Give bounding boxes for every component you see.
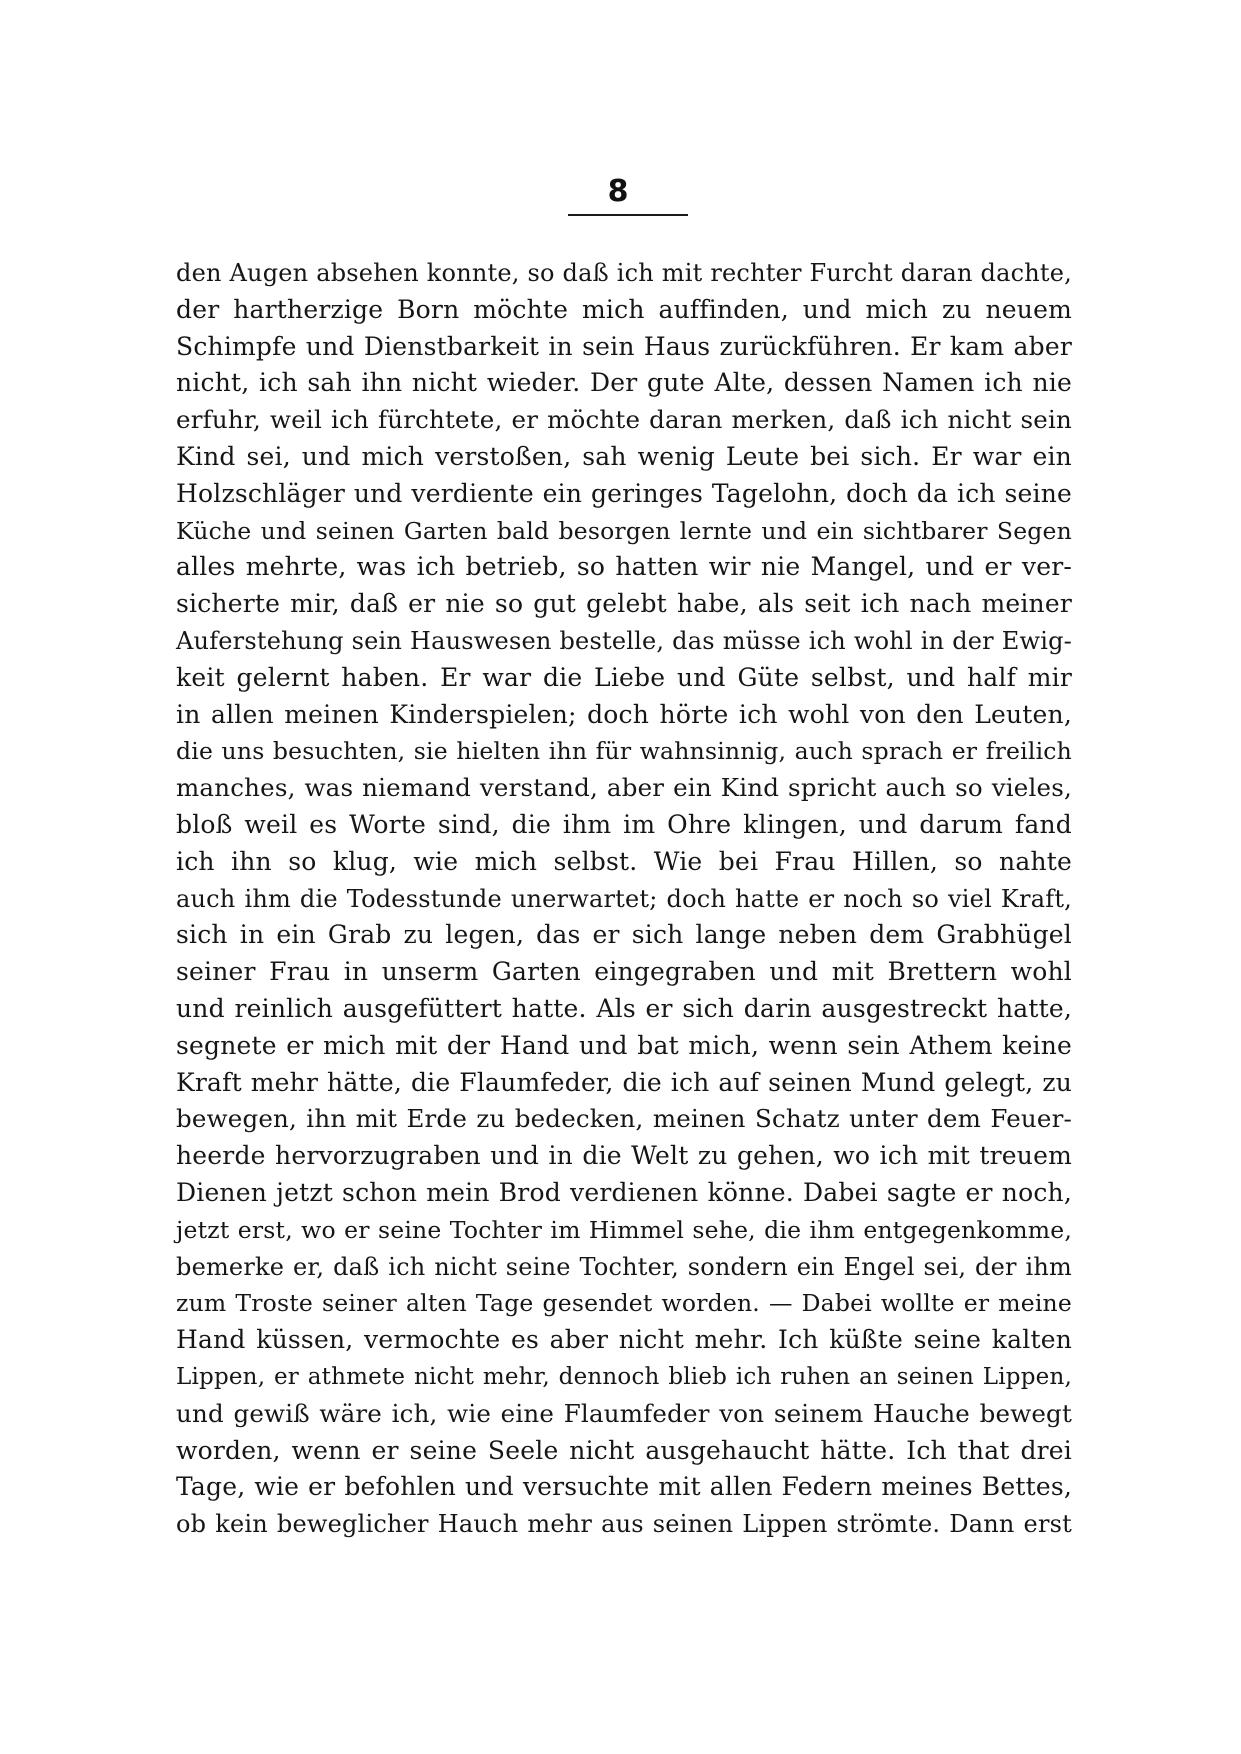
text-line: Kraft mehr hätte, die Flaumfeder, die ich auf seinen Mund gelegt, zu xyxy=(176,1067,1072,1097)
text-line: keit gelernt haben. Er war die Liebe und Güte selbst, und half mir xyxy=(176,662,1072,692)
text-line: segnete er mich mit der Hand und bat mich, wenn sein Athem keine xyxy=(176,1030,1072,1060)
text-line: Lippen, er athmete nicht mehr, dennoch blieb ich ruhen an seinen Lippen, xyxy=(176,1363,1072,1390)
text-line: auch ihm die Todesstunde unerwartet; doch hatte er noch so viel Kraft, xyxy=(176,884,1072,913)
text-line: alles mehrte, was ich betrieb, so hatten wir nie Mangel, und er ver- xyxy=(176,552,1072,582)
text-line: bloß weil es Worte sind, die ihm im Ohre klingen, und darum fand xyxy=(176,809,1072,839)
text-line: erfuhr, weil ich fürchtete, er möchte daran merken, daß ich nicht sein xyxy=(176,405,1072,435)
text-line: und reinlich ausgefüttert hatte. Als er sich darin ausgestreckt hatte, xyxy=(176,993,1072,1023)
text-line: Küche und seinen Garten bald besorgen lernte und ein sichtbarer Segen xyxy=(176,516,1072,545)
text-line: seiner Frau in unserm Garten eingegraben und mit Brettern wohl xyxy=(176,957,1072,987)
text-line: jetzt erst, wo er seine Tochter im Himmel sehe, die ihm entgegenkomme, xyxy=(176,1215,1072,1244)
body-text xyxy=(176,255,1072,1543)
text-line: Tage, wie er befohlen und versuchte mit allen Federn meines Bettes, xyxy=(176,1472,1072,1502)
text-line: bemerke er, daß ich nicht seine Tochter, sondern ein Engel sei, der ihm xyxy=(176,1252,1072,1281)
text-line: manches, was niemand verstand, aber ein Kind spricht auch so vieles, xyxy=(176,773,1072,803)
page-number: 8 xyxy=(607,174,629,209)
text-line: sich in ein Grab zu legen, das er sich lange neben dem Grabhügel xyxy=(176,920,1072,950)
text-line: die uns besuchten, sie hielten ihn für wahnsinnig, auch sprach er freilich xyxy=(176,737,1072,766)
text-line: der hartherzige Born möchte mich auffinden, und mich zu neuem xyxy=(176,294,1072,324)
text-line: Dienen jetzt schon mein Brod verdienen könne. Dabei sagte er noch, xyxy=(176,1177,1072,1207)
header-rule xyxy=(568,214,688,216)
text-line: ich ihn so klug, wie mich selbst. Wie bei Frau Hillen, so nahte xyxy=(176,846,1072,876)
text-line: Auferstehung sein Hauswesen bestelle, das müsse ich wohl in der Ewig- xyxy=(176,626,1072,655)
text-line: und gewiß wäre ich, wie eine Flaumfeder von seinem Hauche bewegt xyxy=(176,1398,1072,1428)
text-line: Schimpfe und Dienstbarkeit in sein Haus zurückführen. Er kam aber xyxy=(176,331,1072,361)
text-line: in allen meinen Kinderspielen; doch hörte ich wohl von den Leuten, xyxy=(176,699,1072,729)
text-line: Kind sei, und mich verstoßen, sah wenig Leute bei sich. Er war ein xyxy=(176,441,1072,471)
text-line: ob kein beweglicher Hauch mehr aus seinen Lippen strömte. Dann erst xyxy=(176,1510,1072,1539)
text-line: worden, wenn er seine Seele nicht ausgehaucht hätte. Ich that drei xyxy=(176,1435,1072,1465)
text-line: nicht, ich sah ihn nicht wieder. Der gute Alte, dessen Namen ich nie xyxy=(176,368,1072,398)
text-line: bewegen, ihn mit Erde zu bedecken, meinen Schatz unter dem Feuer- xyxy=(176,1104,1072,1134)
text-line: den Augen absehen konnte, so daß ich mit rechter Furcht daran dachte, xyxy=(176,259,1072,287)
text-line: heerde hervorzugraben und in die Welt zu gehen, wo ich mit treuem xyxy=(176,1141,1072,1171)
text-line: zum Troste seiner alten Tage gesendet worden. — Dabei wollte er meine xyxy=(176,1289,1072,1318)
text-line: Holzschläger und verdiente ein geringes Tagelohn, doch da ich seine xyxy=(176,478,1072,508)
text-line: sicherte mir, daß er nie so gut gelebt habe, als seit ich nach meiner xyxy=(176,589,1072,619)
text-line: Hand küssen, vermochte es aber nicht mehr. Ich küßte seine kalten xyxy=(176,1325,1072,1355)
